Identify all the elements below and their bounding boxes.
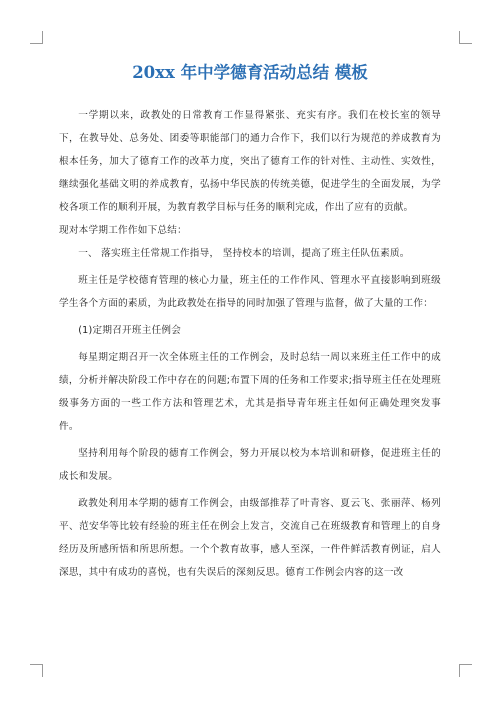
body-paragraph: 每星期定期召开一次全体班主任的工作例会，及时总结一周以来班主任工作中的成绩，分析并解决阶段工作中存在的问题;布置下周的任务和工作要求;指导班主任在处理班级事务方面的一些工作方法和管理艺术，尤其是指导青年班主任如何正确处理突发事件。 (59, 352, 441, 432)
crop-mark-bottom-left (30, 664, 43, 677)
document-page (59, 62, 441, 584)
body-paragraph: 政教处利用本学期的德育工作例会，由级部推荐了叶青容、夏云飞、张丽萍、杨列平、范安华等比较有经验的班主任在例会上发言，交流自己在班级教育和管理上的自身经历及所感所悟和所思所想。一个个教育故事，感人至深，一件件鲜活教育例证，启人深思，其中有成功的喜悦，也有失误后的深刻反思。德育工作例会内容的这一改 (59, 498, 441, 578)
body-paragraph: 坚持利用每个阶段的德育工作例会，努力开展以校为本培训和研修，促进班主任的成长和发展。 (59, 448, 441, 482)
document-title: 20xx 年中学德育活动总结 模板 (132, 63, 368, 82)
crop-mark-top-right (459, 31, 472, 44)
subheading-meetings: (1)定期召开班主任例会 (78, 325, 182, 336)
crop-mark-top-left (30, 31, 43, 44)
intro-paragraph: 一学期以来，政教处的日常教育工作显得紧张、充实有序。我们在校长室的领导下，在教导处、总务处、团委等职能部门的通力合作下，我们以行为规范的养成教育为根本任务，加大了德育工作的改革力度，突出了德育工作的针对性、主动性、实效性，继续强化基础文明的养成教育，弘扬中华民族的传统美德，促进学生的全面发展，为学校各项工作的顺利开展，为教育教学目标与任务的顺利完成，作出了应有的贡献。 (59, 110, 441, 213)
crop-mark-bottom-right (459, 664, 472, 677)
body-paragraph: 班主任是学校德育管理的核心力量，班主任的工作作风、管理水平直接影响到班级学生各个方面的素质，为此政教处在指导的同时加强了管理与监督，做了大量的工作： (59, 275, 441, 309)
section-heading-1: 一、 落实班主任常规工作指导， 坚持校本的培训，提高了班主任队伍素质。 (78, 248, 410, 259)
summary-lead-line: 现对本学期工作作如下总结： (59, 225, 187, 236)
